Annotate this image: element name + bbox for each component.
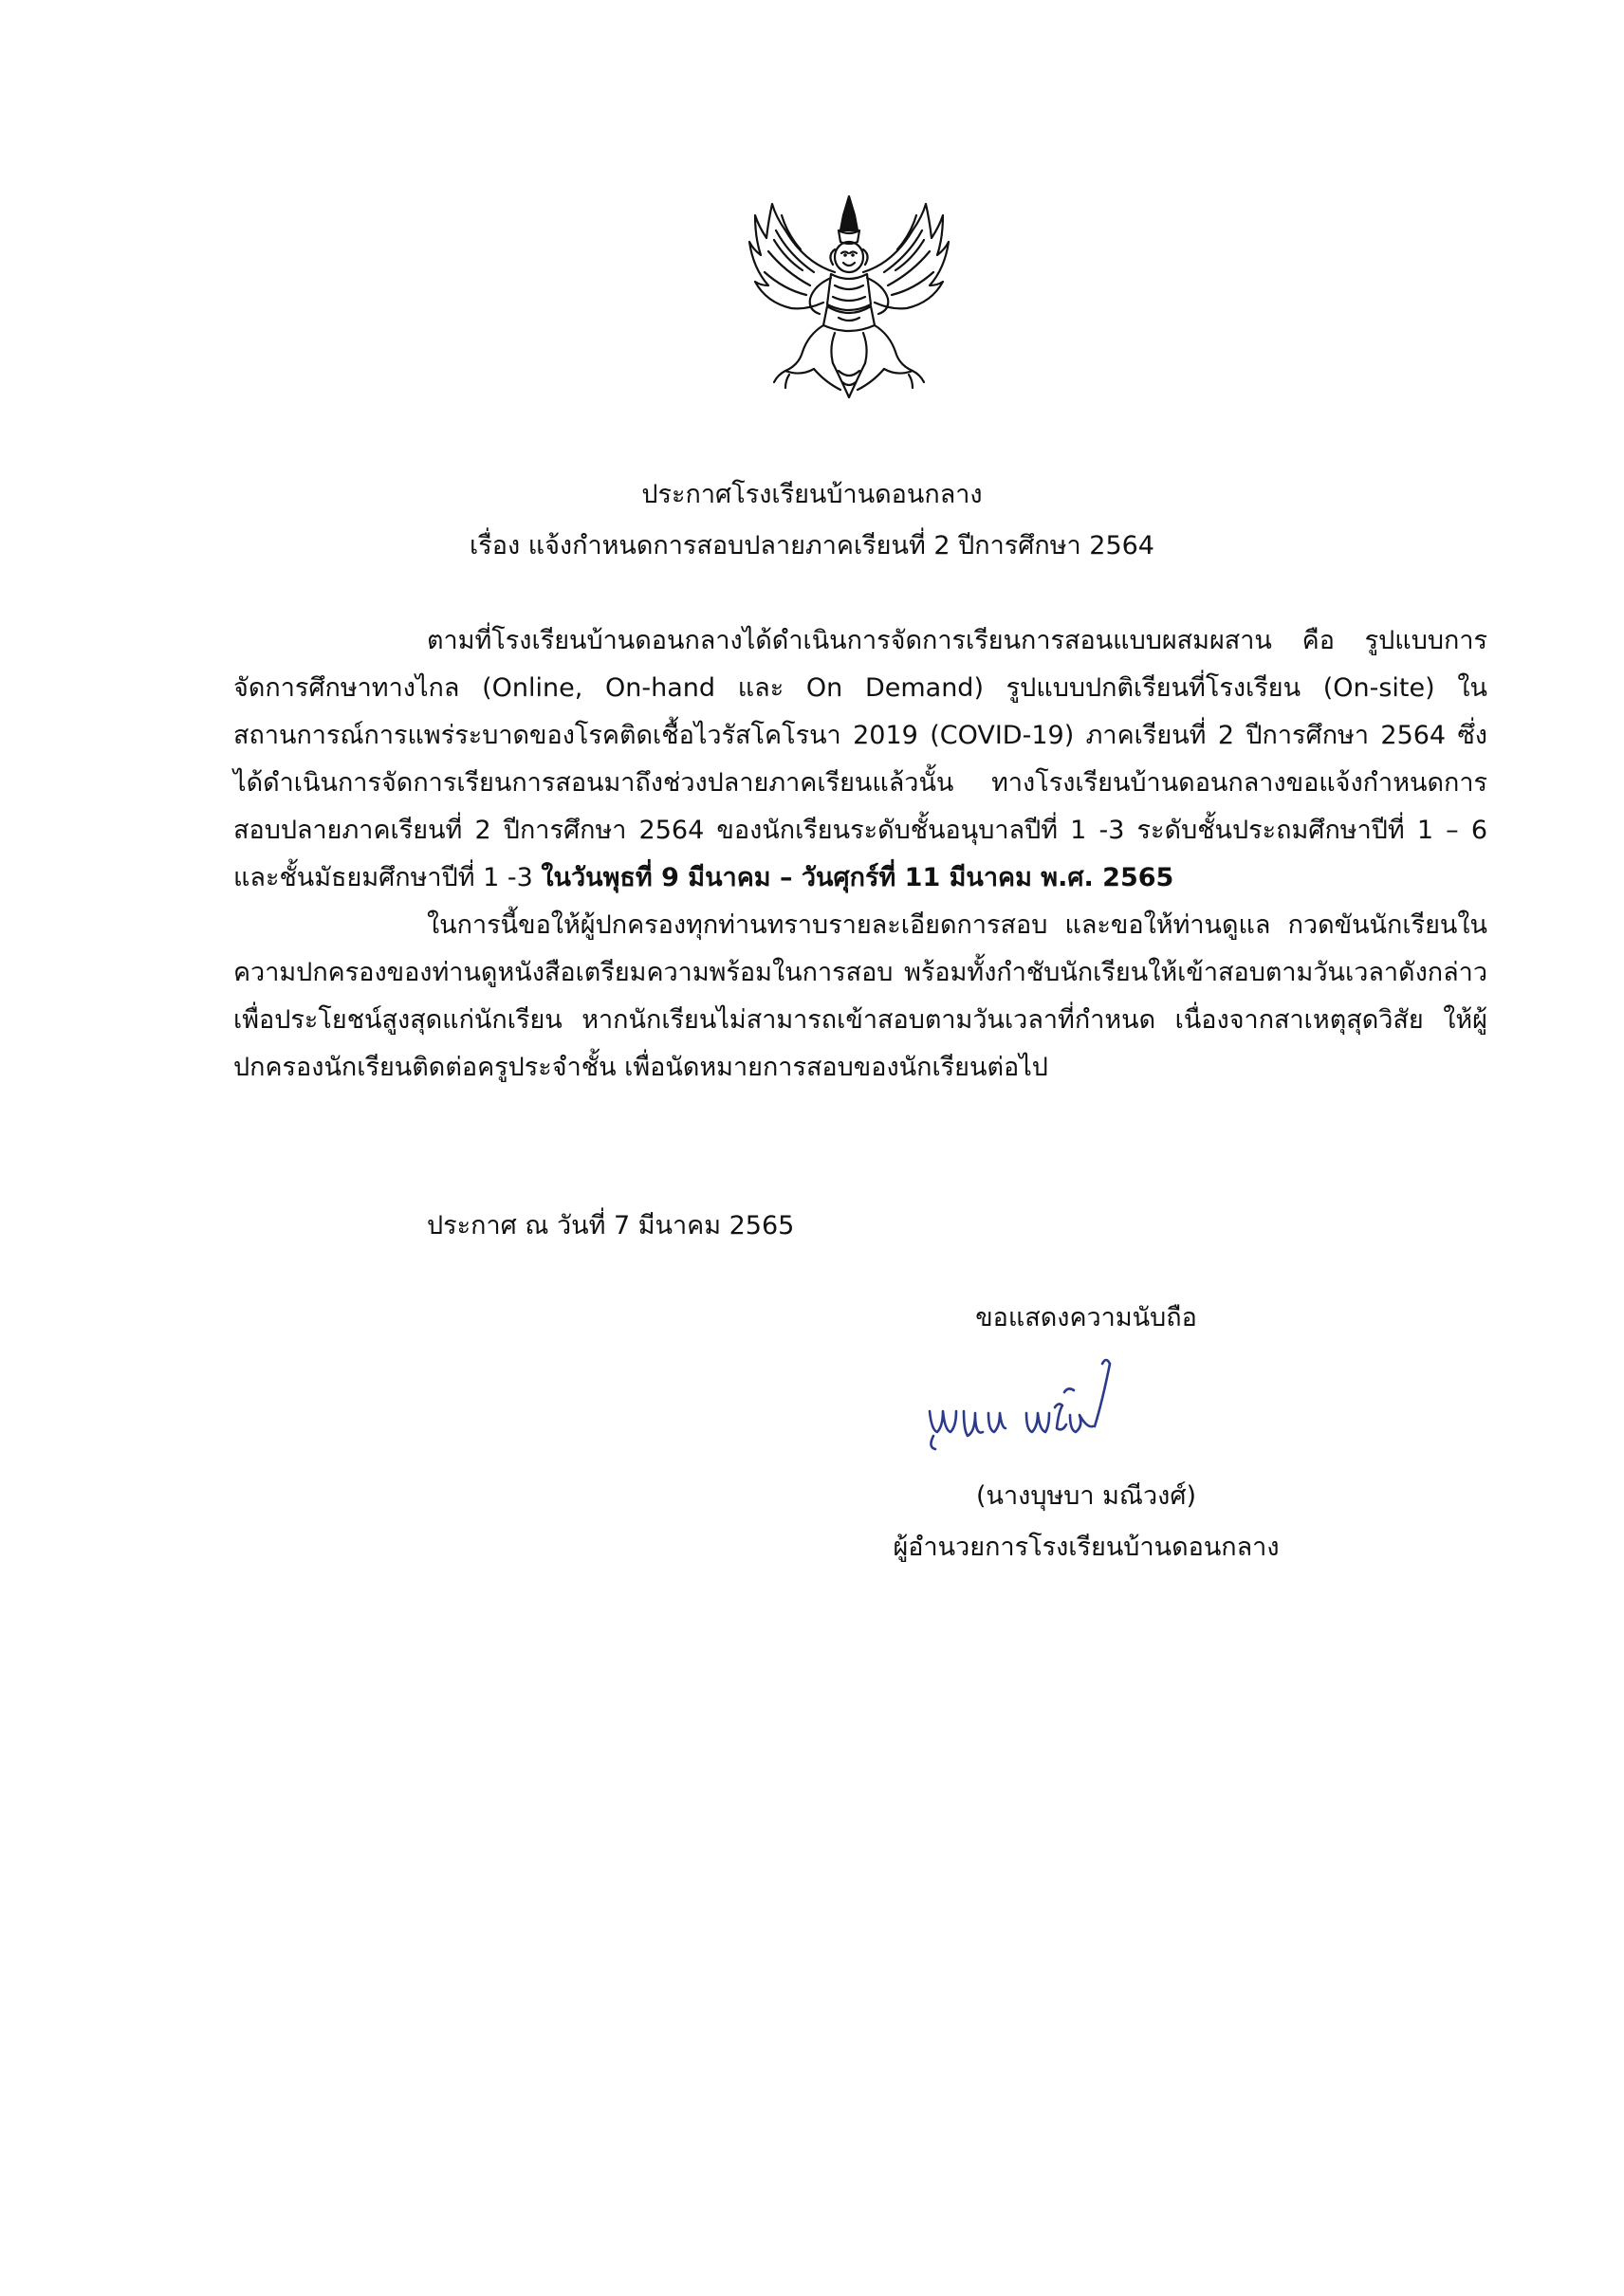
paragraph-1-text: ตามที่โรงเรียนบ้านดอนกลางได้ดำเนินการจัดการเรียนการสอนแบบผสมผสาน คือ รูปแบบการจัดการศึกษาทางไกล (Online, On-hand และ On Demand) รูปแบบปกติเรียนที่โรงเรียน (On-site) ในสถานการณ์การแพร่ระบาดของโรคติดเชื้อไวรัสโคโรนา 2019 (COVID-19) ภาคเรียนที่ 2 ปีการศึกษา 2564 ซึ่งได้ดำเนินการจัดการเรียนการสอนมาถึงช่วงปลายภาคเรียนแล้วนั้น ทางโรงเรียนบ้านดอนกลางขอแจ้งกำหนดการสอบปลายภาคเรียนที่ 2 ปีการศึกษา 2564 ของนักเรียนระดับชั้นอนุบาลปีที่ 1 -3 ระดับชั้นประถมศึกษาปีที่ 1 – 6 และชั้นมัธยมศึกษาปีที่ 1 -3: [233, 626, 1487, 892]
handwritten-signature: [916, 1345, 1116, 1474]
announcement-body: [233, 617, 1487, 1092]
signatory-position: ผู้อำนวยการโรงเรียนบ้านดอนกลาง: [893, 1533, 1280, 1562]
announcement-date: ประกาศ ณ วันที่ 7 มีนาคม 2565: [427, 1211, 795, 1240]
paragraph-2: ในการนี้ขอให้ผู้ปกครองทุกท่านทราบรายละเอียดการสอบ และขอให้ท่านดูแล กวดขันนักเรียนในความปกครองของท่านดูหนังสือเตรียมความพร้อมในการสอบ พร้อมทั้งกำชับนักเรียนให้เข้าสอบตามวันเวลาดังกล่าว เพื่อประโยชน์สูงสุดแก่นักเรียน หากนักเรียนไม่สามารถเข้าสอบตามวันเวลาที่กำหนด เนื่องจากสาเหตุสุดวิสัย ให้ผู้ปกครองนักเรียนติดต่อครูประจำชั้น เพื่อนัดหมายการสอบของนักเรียนต่อไป: [233, 910, 1487, 1082]
announcement-subject: เรื่อง แจ้งกำหนดการสอบปลายภาคเรียนที่ 2 ปีการศึกษา 2564: [470, 531, 1154, 560]
garuda-emblem-icon: [747, 193, 950, 403]
closing-text: ขอแสดงความนับถือ: [975, 1303, 1197, 1332]
paragraph-1: [233, 617, 1487, 902]
announcement-title: ประกาศโรงเรียนบ้านดอนกลาง: [641, 480, 983, 509]
exam-date-range: ในวันพุธที่ 9 มีนาคม – วันศุกร์ที่ 11 มีนาคม พ.ศ. 2565: [541, 863, 1174, 892]
signatory-name: (นางบุษบา มณีวงศ์): [975, 1481, 1197, 1511]
